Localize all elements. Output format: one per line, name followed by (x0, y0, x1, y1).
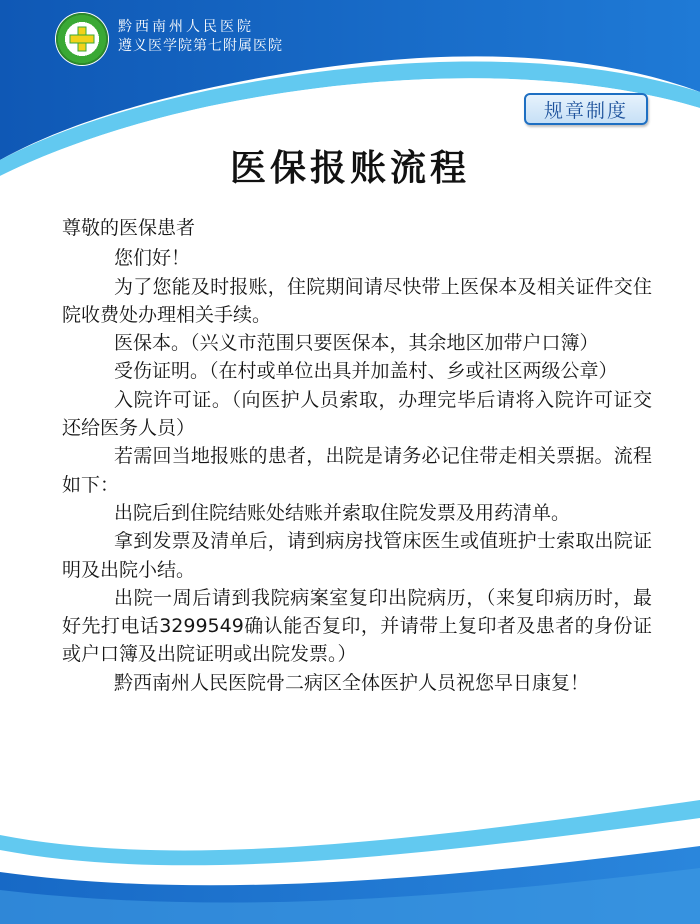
paragraph: 若需回当地报账的患者，出院是请务必记住带走相关票据。流程如下： (62, 445, 652, 496)
category-badge: 规章制度 (524, 93, 648, 125)
paragraph: 医保本。（兴义市范围只要医保本，其余地区加带户口簿） (114, 332, 599, 355)
salutation: 尊敬的医保患者 (62, 217, 196, 239)
medical-cross-icon (67, 24, 97, 54)
greeting: 您们好！ (114, 247, 191, 270)
paragraph: 受伤证明。（在村或单位出具并加盖村、乡或社区两级公章） (114, 360, 618, 383)
hospital-logo (56, 13, 108, 65)
paragraph: 出院后到住院结账处结账并索取住院发票及用药清单。 (114, 501, 571, 524)
page-title: 医保报账流程 (229, 148, 470, 189)
hospital-name-secondary: 遵义医学院第七附属医院 (118, 38, 283, 54)
paragraph: 拿到发票及清单后，请到病房找管床医生或值班护士索取出院证明及出院小结。 (62, 530, 652, 581)
paragraph: 为了您能及时报账，住院期间请尽快带上医保本及相关证件交住院收费处办理相关手续。 (62, 275, 652, 326)
paragraph: 入院许可证。（向医护人员索取，办理完毕后请将入院许可证交还给医务人员） (62, 388, 652, 440)
hospital-name-primary: 黔西南州人民医院 (118, 19, 254, 35)
document-body (62, 214, 652, 697)
closing-wish: 黔西南州人民医院骨二病区全体医护人员祝您早日康复！ (114, 671, 590, 694)
paragraph: 出院一周后请到我院病案室复印出院病历，（来复印病历时，最好先打电话3299549确认能否复印，并请带上复印者及患者的身份证或户口簿及出院证明或出院发票。） (62, 586, 652, 666)
